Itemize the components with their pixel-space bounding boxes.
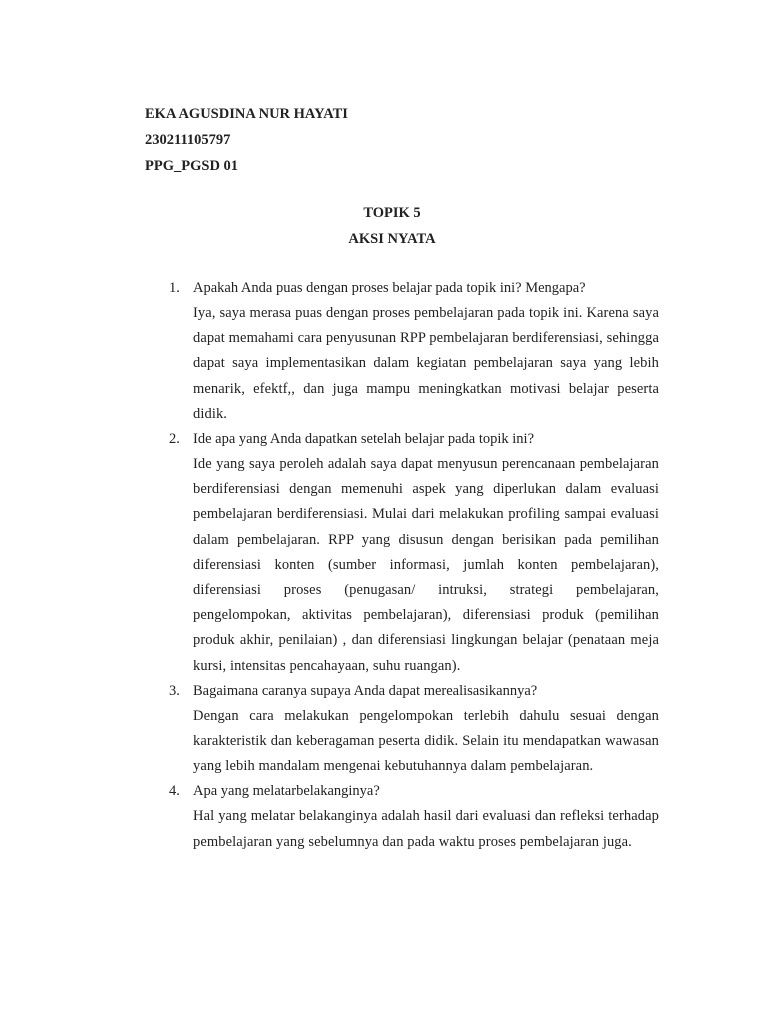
- question-text: Bagaimana caranya supaya Anda dapat merealisasikannya?: [193, 682, 538, 699]
- item-number: 1.: [169, 280, 180, 296]
- topic-heading: TOPIK 5: [363, 205, 421, 221]
- item-number: 3.: [169, 682, 180, 699]
- list-item: [169, 276, 659, 427]
- list-item: [169, 679, 659, 780]
- student-header: [145, 101, 348, 179]
- answer-text: Dengan cara melakukan pengelompokan terlebih dahulu sesuai dengan karakteristik dan keberagaman peserta didik. Selain itu mendapatkan wawasan yang lebih mandalam mengenai kebutuhannya dalam pembelajaran.: [193, 707, 659, 775]
- student-nim: 230211105797: [145, 132, 231, 148]
- answer-text: Hal yang melatar belakanginya adalah hasil dari evaluasi dan refleksi terhadap pembelajaran yang sebelumnya dan pada waktu proses pembelajaran juga.: [193, 808, 659, 850]
- list-item: [169, 779, 659, 854]
- question-text: Ide apa yang Anda dapatkan setelah belajar pada topik ini?: [193, 431, 535, 448]
- question-text: Apa yang melatarbelakanginya?: [193, 783, 380, 800]
- item-number: 4.: [169, 783, 180, 800]
- question-list: [169, 276, 659, 855]
- action-heading: AKSI NYATA: [348, 231, 436, 247]
- answer-text: Iya, saya merasa puas dengan proses pembelajaran pada topik ini. Karena saya dapat memahami cara penyusunan RPP pembelajaran berdiferensiasi, sehingga dapat saya implementasikan dalam kegiatan pembelajaran saya yang lebih menarik, efektf,, dan juga mampu meningkatkan motivasi belajar peserta didik.: [193, 305, 659, 422]
- item-number: 2.: [169, 431, 180, 448]
- question-text: Apakah Anda puas dengan proses belajar pada topik ini? Mengapa?: [193, 280, 586, 296]
- student-class: PPG_PGSD 01: [145, 158, 239, 174]
- list-item: [169, 427, 659, 679]
- student-name: EKA AGUSDINA NUR HAYATI: [145, 106, 348, 122]
- document-title: [0, 200, 768, 252]
- answer-text: Ide yang saya peroleh adalah saya dapat menyusun perencanaan pembelajaran berdiferensiasi dengan memenuhi aspek yang diperlukan dalam evaluasi pembelajaran berdiferensiasi. Mulai dari melakukan profiling sampai evaluasi dalam pembelajaran. RPP yang disusun dengan berisikan pada pemilihan diferensiasi konten (sumber informasi, jumlah konten pembelajaran), diferensiasi proses (penugasan/ intruksi, strategi pembelajaran, pengelompokan, aktivitas pembelajaran), diferensiasi produk (pemilihan produk akhir, penilaian) , dan diferensiasi lingkungan belajar (penataan meja kursi, intensitas pencahayaan, suhu ruangan).: [193, 456, 659, 674]
